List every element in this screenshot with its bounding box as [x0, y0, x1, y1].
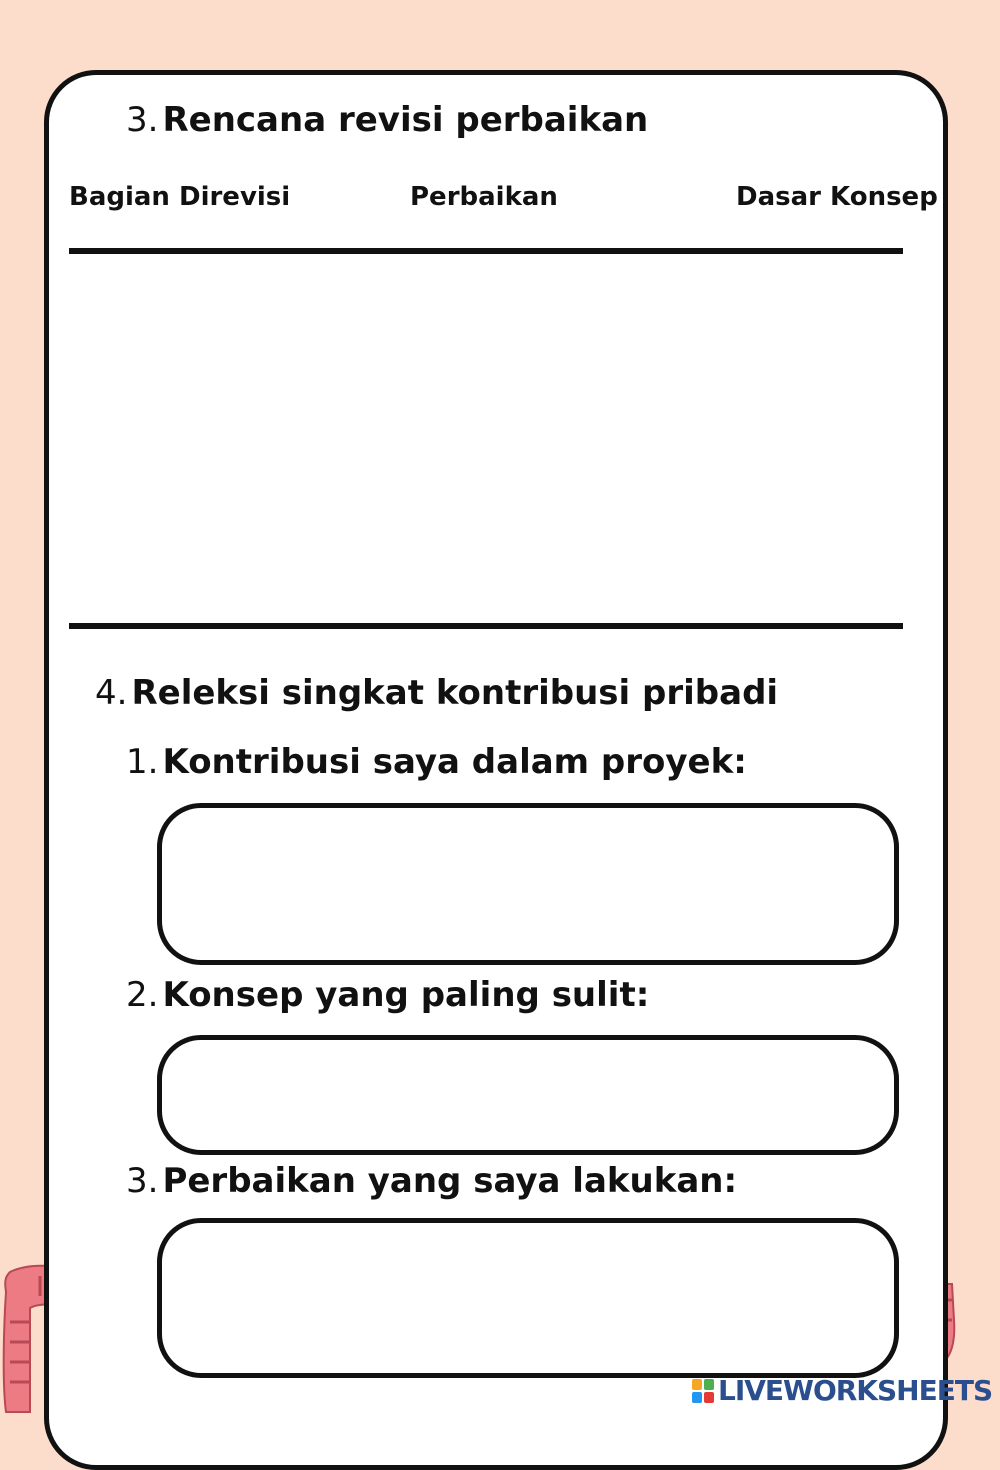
question-3-label	[126, 1161, 737, 1201]
question-1-text: Kontribusi saya dalam proyek:	[162, 742, 747, 782]
question-1-answer-box[interactable]	[157, 803, 899, 965]
column-header-dasar-konsep: Dasar Konsep	[736, 182, 938, 212]
liveworksheets-logo-icon	[692, 1379, 714, 1403]
watermark-text: LIVEWORKSHEETS	[718, 1374, 993, 1407]
logo-square-1	[692, 1379, 702, 1390]
question-1-number: 1.	[126, 742, 159, 782]
question-3-number: 3.	[126, 1161, 159, 1201]
section-4-title: Releksi singkat kontribusi pribadi	[131, 673, 779, 713]
question-3-text: Perbaikan yang saya lakukan:	[162, 1161, 738, 1201]
section-3-title: Rencana revisi perbaikan	[162, 100, 649, 140]
table-top-rule	[69, 248, 903, 254]
question-3-answer-box[interactable]	[157, 1218, 899, 1378]
section-4-heading	[95, 673, 778, 713]
question-2-number: 2.	[126, 975, 159, 1015]
liveworksheets-watermark	[692, 1374, 992, 1408]
logo-square-3	[692, 1392, 702, 1403]
column-header-bagian-direvisi: Bagian Direvisi	[69, 182, 291, 212]
question-2-text: Konsep yang paling sulit:	[162, 975, 650, 1015]
logo-square-4	[704, 1392, 714, 1403]
question-1-label	[126, 742, 747, 782]
question-2-answer-box[interactable]	[157, 1035, 899, 1155]
column-header-perbaikan: Perbaikan	[410, 182, 558, 212]
logo-square-2	[704, 1379, 714, 1390]
question-2-label	[126, 975, 649, 1015]
revision-table-area[interactable]	[69, 256, 903, 622]
section-3-number: 3.	[126, 100, 159, 140]
section-4-number: 4.	[95, 673, 128, 713]
table-bottom-rule	[69, 623, 903, 629]
section-3-heading	[126, 100, 648, 140]
